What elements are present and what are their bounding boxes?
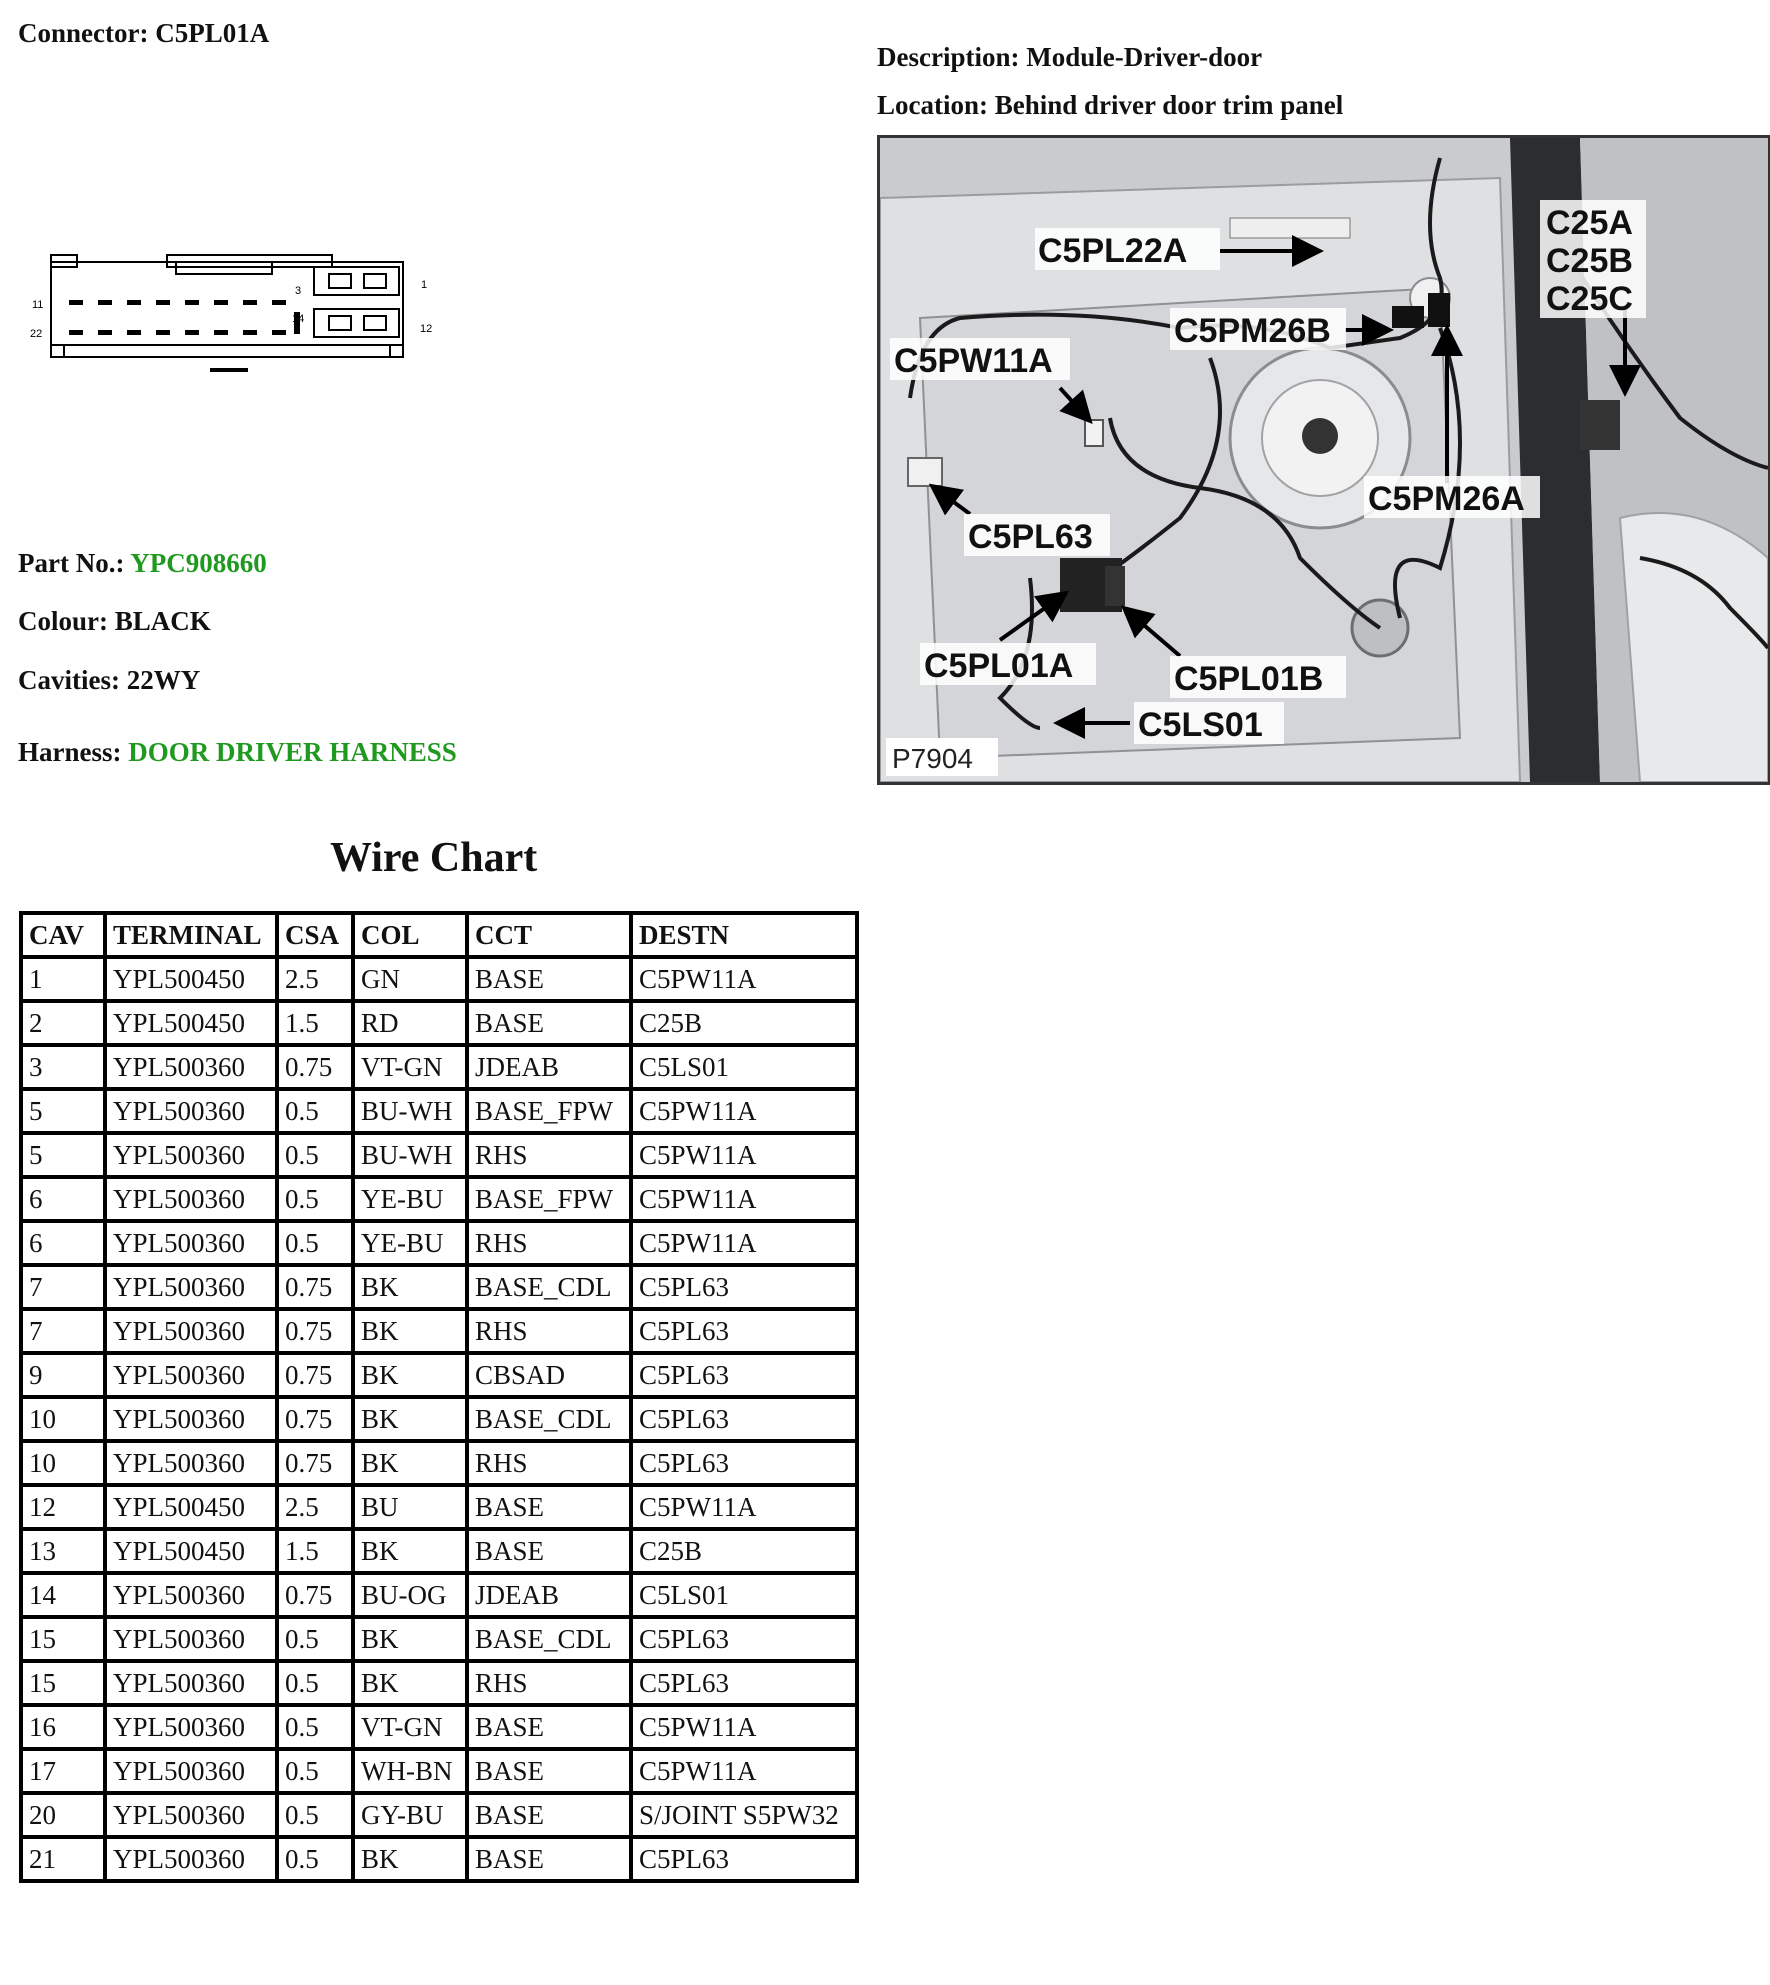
- callout-c25a: C25A: [1546, 204, 1633, 242]
- part-no-line: [18, 548, 267, 579]
- cell-col: BK: [353, 1529, 467, 1573]
- cell-col: RD: [353, 1001, 467, 1045]
- cell-destn: C5PL63: [631, 1397, 857, 1441]
- cell-csa: 2.5: [277, 1485, 353, 1529]
- callout-c5pl01a: C5PL01A: [924, 647, 1074, 685]
- cell-cct: BASE: [467, 1485, 631, 1529]
- cell-terminal: YPL500360: [105, 1221, 277, 1265]
- cell-terminal: YPL500360: [105, 1573, 277, 1617]
- callout-c5pm26b: C5PM26B: [1174, 312, 1331, 350]
- cell-csa: 0.75: [277, 1353, 353, 1397]
- cell-csa: 0.5: [277, 1749, 353, 1793]
- description-value: Module-Driver-door: [1026, 42, 1263, 72]
- table-row: [21, 1705, 857, 1749]
- table-row: [21, 1793, 857, 1837]
- callout-c25b: C25B: [1546, 242, 1633, 280]
- cell-destn: C5PL63: [631, 1837, 857, 1881]
- cell-cct: CBSAD: [467, 1353, 631, 1397]
- cell-destn: C5PL63: [631, 1309, 857, 1353]
- cell-terminal: YPL500360: [105, 1749, 277, 1793]
- table-row: [21, 1221, 857, 1265]
- cell-cav: 10: [21, 1441, 105, 1485]
- cell-cav: 3: [21, 1045, 105, 1089]
- cell-cct: RHS: [467, 1309, 631, 1353]
- cell-csa: 0.5: [277, 1837, 353, 1881]
- harness-label: Harness:: [18, 737, 122, 767]
- colour-value: BLACK: [114, 606, 211, 636]
- colour-line: [18, 606, 211, 637]
- table-row: [21, 1001, 857, 1045]
- cell-terminal: YPL500450: [105, 957, 277, 1001]
- table-row: [21, 957, 857, 1001]
- cell-cct: BASE: [467, 1705, 631, 1749]
- cell-col: BK: [353, 1617, 467, 1661]
- cell-terminal: YPL500360: [105, 1265, 277, 1309]
- cell-cav: 1: [21, 957, 105, 1001]
- cell-terminal: YPL500360: [105, 1353, 277, 1397]
- pin-label-1: 1: [421, 279, 428, 291]
- cell-cav: 15: [21, 1661, 105, 1705]
- cell-cav: 21: [21, 1837, 105, 1881]
- cell-col: GY-BU: [353, 1793, 467, 1837]
- cell-csa: 0.75: [277, 1441, 353, 1485]
- cell-csa: 0.5: [277, 1661, 353, 1705]
- cell-cav: 14: [21, 1573, 105, 1617]
- cell-terminal: YPL500360: [105, 1793, 277, 1837]
- cell-csa: 0.5: [277, 1705, 353, 1749]
- cell-cav: 6: [21, 1177, 105, 1221]
- cell-cct: BASE: [467, 1001, 631, 1045]
- cell-destn: C5PL63: [631, 1265, 857, 1309]
- cell-destn: C5PW11A: [631, 1485, 857, 1529]
- wire-chart-title: Wire Chart: [330, 835, 538, 881]
- cell-cct: BASE_FPW: [467, 1089, 631, 1133]
- cell-col: BU-WH: [353, 1089, 467, 1133]
- cell-csa: 2.5: [277, 957, 353, 1001]
- cell-col: BK: [353, 1837, 467, 1881]
- cell-cct: BASE: [467, 1793, 631, 1837]
- cell-destn: C5PW11A: [631, 1749, 857, 1793]
- cell-cav: 6: [21, 1221, 105, 1265]
- callout-c25c: C25C: [1546, 280, 1633, 318]
- cell-cav: 16: [21, 1705, 105, 1749]
- cell-destn: S/JOINT S5PW32: [631, 1793, 857, 1837]
- figure-ref: P7904: [892, 743, 973, 774]
- cell-cav: 12: [21, 1485, 105, 1529]
- cell-cav: 17: [21, 1749, 105, 1793]
- cell-csa: 0.5: [277, 1089, 353, 1133]
- cell-cct: BASE: [467, 1749, 631, 1793]
- part-no-link[interactable]: YPC908660: [130, 548, 267, 578]
- cell-destn: C5PW11A: [631, 1221, 857, 1265]
- cell-cct: JDEAB: [467, 1573, 631, 1617]
- cell-terminal: YPL500360: [105, 1837, 277, 1881]
- cell-cav: 15: [21, 1617, 105, 1661]
- col-header-cct: CCT: [467, 913, 631, 957]
- colour-label: Colour:: [18, 606, 108, 636]
- cavities-value: 22WY: [126, 665, 201, 695]
- cell-csa: 1.5: [277, 1001, 353, 1045]
- connector-value: C5PL01A: [155, 18, 270, 48]
- cell-col: BK: [353, 1441, 467, 1485]
- cell-destn: C5PL63: [631, 1661, 857, 1705]
- cell-cct: RHS: [467, 1221, 631, 1265]
- cell-destn: C5PL63: [631, 1441, 857, 1485]
- cell-terminal: YPL500360: [105, 1133, 277, 1177]
- location-line: [877, 90, 1343, 121]
- cell-csa: 0.5: [277, 1617, 353, 1661]
- cell-col: YE-BU: [353, 1177, 467, 1221]
- pin-label-12: 12: [420, 323, 433, 335]
- table-row: [21, 1485, 857, 1529]
- location-value: Behind driver door trim panel: [994, 90, 1344, 120]
- location-photo: [877, 135, 1770, 785]
- cell-cct: BASE_CDL: [467, 1265, 631, 1309]
- cell-terminal: YPL500360: [105, 1705, 277, 1749]
- table-header-row: [21, 913, 857, 957]
- table-row: [21, 1749, 857, 1793]
- description-label: Description:: [877, 42, 1020, 72]
- callout-c5ls01: C5LS01: [1138, 706, 1263, 744]
- cell-terminal: YPL500360: [105, 1661, 277, 1705]
- cell-csa: 0.75: [277, 1309, 353, 1353]
- cell-destn: C25B: [631, 1001, 857, 1045]
- pin-label-14: 14: [292, 313, 305, 325]
- callout-c5pw11a: C5PW11A: [894, 342, 1053, 380]
- cell-destn: C5PW11A: [631, 1089, 857, 1133]
- table-row: [21, 1441, 857, 1485]
- col-header-destn: DESTN: [631, 913, 857, 957]
- cell-col: BK: [353, 1309, 467, 1353]
- cell-cav: 20: [21, 1793, 105, 1837]
- cell-csa: 0.5: [277, 1177, 353, 1221]
- cell-destn: C5LS01: [631, 1045, 857, 1089]
- table-row: [21, 1617, 857, 1661]
- cell-terminal: YPL500360: [105, 1397, 277, 1441]
- cell-csa: 0.75: [277, 1045, 353, 1089]
- cell-csa: 0.75: [277, 1573, 353, 1617]
- connector-pin-diagram: [24, 250, 444, 380]
- cell-col: BU-WH: [353, 1133, 467, 1177]
- location-label: Location:: [877, 90, 988, 120]
- wire-chart-body: [21, 957, 857, 1881]
- col-header-csa: CSA: [277, 913, 353, 957]
- cell-col: BK: [353, 1661, 467, 1705]
- cell-cct: JDEAB: [467, 1045, 631, 1089]
- table-row: [21, 1353, 857, 1397]
- cell-csa: 0.75: [277, 1265, 353, 1309]
- cell-cav: 13: [21, 1529, 105, 1573]
- pin-label-22: 22: [30, 328, 43, 340]
- cell-cct: BASE: [467, 1529, 631, 1573]
- cell-col: GN: [353, 957, 467, 1001]
- col-header-terminal: TERMINAL: [105, 913, 277, 957]
- cell-terminal: YPL500360: [105, 1309, 277, 1353]
- cell-cct: BASE: [467, 1837, 631, 1881]
- wire-chart-table: [19, 911, 859, 1883]
- callout-c5pl63: C5PL63: [968, 518, 1093, 556]
- table-row: [21, 1661, 857, 1705]
- cavities-line: [18, 665, 200, 696]
- cell-cct: RHS: [467, 1441, 631, 1485]
- table-row: [21, 1045, 857, 1089]
- cell-terminal: YPL500450: [105, 1529, 277, 1573]
- cell-terminal: YPL500360: [105, 1617, 277, 1661]
- part-no-label: Part No.:: [18, 548, 125, 578]
- cell-col: BU: [353, 1485, 467, 1529]
- col-header-col: COL: [353, 913, 467, 957]
- cell-cct: BASE_FPW: [467, 1177, 631, 1221]
- connector-label: Connector:: [18, 18, 149, 48]
- description-line: [877, 42, 1262, 73]
- cell-destn: C5PL63: [631, 1353, 857, 1397]
- table-row: [21, 1177, 857, 1221]
- table-row: [21, 1837, 857, 1881]
- cell-col: BK: [353, 1353, 467, 1397]
- cavities-label: Cavities:: [18, 665, 120, 695]
- cell-csa: 0.5: [277, 1133, 353, 1177]
- cell-col: YE-BU: [353, 1221, 467, 1265]
- callout-c5pl22a: C5PL22A: [1038, 232, 1188, 270]
- cell-terminal: YPL500360: [105, 1089, 277, 1133]
- col-header-cav: CAV: [21, 913, 105, 957]
- pin-label-3: 3: [295, 285, 302, 297]
- cell-terminal: YPL500450: [105, 1001, 277, 1045]
- table-row: [21, 1397, 857, 1441]
- callout-c5pl01b: C5PL01B: [1174, 660, 1324, 698]
- cell-destn: C25B: [631, 1529, 857, 1573]
- cell-destn: C5PW11A: [631, 957, 857, 1001]
- cell-destn: C5PW11A: [631, 1705, 857, 1749]
- table-row: [21, 1529, 857, 1573]
- cell-col: BK: [353, 1265, 467, 1309]
- cell-cav: 5: [21, 1133, 105, 1177]
- table-row: [21, 1573, 857, 1617]
- cell-cav: 5: [21, 1089, 105, 1133]
- cell-terminal: YPL500450: [105, 1485, 277, 1529]
- table-row: [21, 1265, 857, 1309]
- cell-col: WH-BN: [353, 1749, 467, 1793]
- cell-terminal: YPL500360: [105, 1441, 277, 1485]
- callout-c5pm26a: C5PM26A: [1368, 480, 1525, 518]
- cell-destn: C5PL63: [631, 1617, 857, 1661]
- cell-cct: BASE_CDL: [467, 1397, 631, 1441]
- cell-csa: 1.5: [277, 1529, 353, 1573]
- cell-terminal: YPL500360: [105, 1045, 277, 1089]
- cell-cav: 7: [21, 1309, 105, 1353]
- cell-csa: 0.5: [277, 1221, 353, 1265]
- pin-label-11: 11: [32, 299, 44, 311]
- cell-destn: C5PW11A: [631, 1133, 857, 1177]
- table-row: [21, 1089, 857, 1133]
- cell-cct: BASE_CDL: [467, 1617, 631, 1661]
- harness-link[interactable]: DOOR DRIVER HARNESS: [128, 737, 457, 767]
- cell-cct: BASE: [467, 957, 631, 1001]
- table-row: [21, 1309, 857, 1353]
- cell-destn: C5PW11A: [631, 1177, 857, 1221]
- connector-line: [18, 18, 269, 49]
- cell-col: VT-GN: [353, 1045, 467, 1089]
- harness-line: [18, 737, 457, 768]
- cell-cav: 2: [21, 1001, 105, 1045]
- cell-cav: 7: [21, 1265, 105, 1309]
- cell-col: BK: [353, 1397, 467, 1441]
- cell-col: VT-GN: [353, 1705, 467, 1749]
- cell-cct: RHS: [467, 1661, 631, 1705]
- cell-cct: RHS: [467, 1133, 631, 1177]
- cell-csa: 0.75: [277, 1397, 353, 1441]
- cell-csa: 0.5: [277, 1793, 353, 1837]
- table-row: [21, 1133, 857, 1177]
- cell-terminal: YPL500360: [105, 1177, 277, 1221]
- cell-destn: C5LS01: [631, 1573, 857, 1617]
- cell-cav: 10: [21, 1397, 105, 1441]
- cell-col: BU-OG: [353, 1573, 467, 1617]
- cell-cav: 9: [21, 1353, 105, 1397]
